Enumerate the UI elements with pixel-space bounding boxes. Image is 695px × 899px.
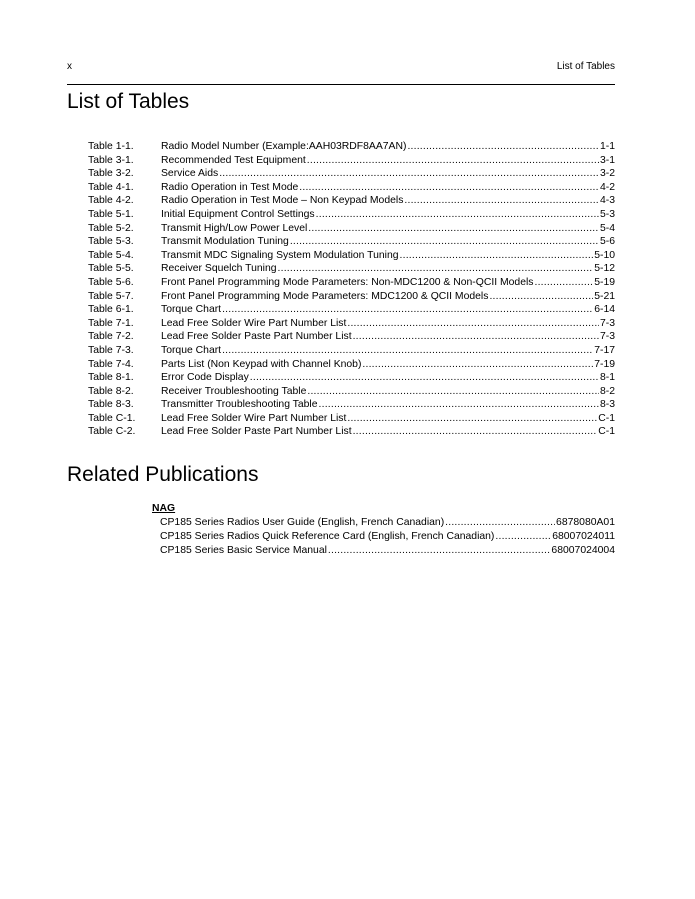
toc-entry-title: Radio Model Number (Example:AAH03RDF8AA7AN): [161, 141, 407, 152]
toc-entry-title: Transmit High/Low Power Level: [161, 222, 308, 234]
toc-entry-page: 7-17: [594, 344, 615, 356]
publication-leader-dots: [495, 530, 551, 544]
toc-entry[interactable]: [88, 181, 615, 195]
publication-number: 68007024004: [551, 544, 615, 556]
toc-entry[interactable]: [88, 140, 615, 154]
publication-title: CP185 Series Radios User Guide (English, French Canadian): [160, 516, 445, 528]
toc-entry[interactable]: [88, 412, 615, 426]
toc-entry-page: C-1: [598, 426, 615, 438]
toc-entry[interactable]: [88, 330, 615, 344]
toc-entry-title: Recommended Test Equipment: [161, 154, 306, 166]
list-of-tables: [88, 140, 615, 439]
publication-title: CP185 Series Basic Service Manual: [160, 544, 327, 556]
toc-entry-page: C-1: [598, 412, 615, 424]
toc-entry-number: Table 5-1.: [88, 208, 134, 220]
toc-leader-dots: [307, 154, 599, 168]
toc-entry-page: 4-2: [599, 181, 615, 193]
publication-number: 6878080A01: [556, 516, 615, 528]
toc-entry[interactable]: [88, 385, 615, 399]
toc-entry[interactable]: [88, 208, 615, 222]
toc-entry[interactable]: [88, 235, 615, 249]
toc-entry-number: Table 5-7.: [88, 290, 134, 302]
toc-entry[interactable]: [88, 154, 615, 168]
toc-entry-page: 5-12: [594, 263, 615, 275]
toc-entry-title: Radio Operation in Test Mode: [161, 181, 299, 193]
toc-entry-page: 3-1: [599, 154, 615, 166]
toc-entry-page: 7-3: [599, 317, 615, 329]
toc-entry-page: 5-10: [594, 249, 615, 261]
toc-entry-number: Table 8-2.: [88, 385, 134, 397]
toc-entry-page: 6-14: [594, 304, 615, 316]
toc-entry-number: Table 5-2.: [88, 222, 134, 234]
toc-entry-title: Receiver Troubleshooting Table: [161, 385, 307, 397]
toc-entry-page: 3-2: [599, 168, 615, 180]
toc-entry-page: 7-3: [599, 331, 615, 343]
toc-entry-page: 8-1: [599, 372, 615, 384]
toc-entry[interactable]: [88, 398, 615, 412]
toc-entry[interactable]: [88, 358, 615, 372]
toc-leader-dots: [404, 194, 599, 208]
publication-entry: [152, 516, 615, 530]
publication-entry: [152, 544, 615, 558]
toc-entry-title: Radio Operation in Test Mode – Non Keypad Models: [161, 195, 404, 207]
toc-leader-dots: [347, 412, 597, 426]
toc-entry[interactable]: [88, 249, 615, 263]
publications-group-heading: NAG: [152, 503, 176, 514]
toc-entry[interactable]: [88, 303, 615, 317]
toc-leader-dots: [308, 222, 599, 236]
toc-entry-number: Table 7-2.: [88, 331, 134, 343]
publication-number: 68007024011: [552, 530, 615, 542]
toc-entry-number: Table 5-6.: [88, 276, 134, 288]
toc-entry-page: 8-3: [599, 399, 615, 411]
toc-entry[interactable]: [88, 425, 615, 439]
toc-leader-dots: [250, 371, 599, 385]
toc-entry-title: Lead Free Solder Paste Part Number List: [161, 331, 352, 343]
toc-entry-number: Table 3-1.: [88, 154, 134, 166]
toc-entry-page: 4-3: [599, 195, 615, 207]
toc-entry-number: Table 7-1.: [88, 317, 134, 329]
toc-entry[interactable]: [88, 222, 615, 236]
toc-leader-dots: [534, 276, 593, 290]
toc-entry-title: Torque Chart: [161, 304, 222, 316]
publication-leader-dots: [445, 516, 555, 530]
toc-entry[interactable]: [88, 262, 615, 276]
toc-leader-dots: [316, 208, 599, 222]
toc-entry-number: Table 5-5.: [88, 263, 134, 275]
header-page-number: x: [67, 61, 72, 72]
toc-entry-title: Torque Chart: [161, 344, 222, 356]
toc-leader-dots: [353, 425, 598, 439]
toc-leader-dots: [290, 235, 599, 249]
toc-entry-number: Table 6-1.: [88, 304, 134, 316]
toc-leader-dots: [299, 181, 599, 195]
toc-entry-number: Table 3-2.: [88, 168, 134, 180]
toc-leader-dots: [347, 317, 599, 331]
toc-entry-title: Parts List (Non Keypad with Channel Knob): [161, 358, 362, 370]
publication-title: CP185 Series Radios Quick Reference Card (English, French Canadian): [160, 530, 495, 542]
toc-entry-number: Table 7-4.: [88, 358, 134, 370]
toc-leader-dots: [489, 290, 593, 304]
toc-entry[interactable]: [88, 371, 615, 385]
toc-entry-number: Table 8-3.: [88, 399, 134, 411]
toc-leader-dots: [219, 167, 599, 181]
toc-entry[interactable]: [88, 194, 615, 208]
toc-leader-dots: [407, 140, 599, 154]
toc-entry[interactable]: [88, 317, 615, 331]
publication-entry: [152, 530, 615, 544]
toc-leader-dots: [362, 358, 593, 372]
toc-leader-dots: [222, 303, 593, 317]
toc-entry[interactable]: [88, 344, 615, 358]
header-divider: [67, 84, 615, 85]
related-publications-list: [152, 502, 615, 558]
toc-entry-title: Front Panel Programming Mode Parameters: Non-MDC1200 & Non-QCII Models: [161, 276, 534, 288]
toc-entry-number: Table 4-2.: [88, 195, 134, 207]
toc-entry-number: Table 4-1.: [88, 181, 134, 193]
toc-leader-dots: [400, 249, 594, 263]
toc-entry-page: 5-6: [599, 236, 615, 248]
toc-leader-dots: [222, 344, 593, 358]
toc-leader-dots: [353, 330, 599, 344]
toc-leader-dots: [278, 262, 594, 276]
toc-entry-title: Transmitter Troubleshooting Table: [161, 399, 318, 411]
toc-entry-title: Lead Free Solder Wire Part Number List: [161, 412, 347, 424]
toc-entry-number: Table 1-1.: [88, 141, 134, 152]
toc-leader-dots: [307, 385, 599, 399]
toc-entry-number: Table 8-1.: [88, 372, 134, 384]
list-of-tables-title: List of Tables: [67, 90, 190, 113]
toc-entry-page: 5-4: [599, 222, 615, 234]
toc-entry-title: Transmit MDC Signaling System Modulation Tuning: [161, 249, 399, 261]
toc-entry-page: 5-21: [594, 290, 615, 302]
toc-entry-number: Table C-2.: [88, 426, 136, 438]
header-section-title: List of Tables: [556, 61, 615, 72]
toc-entry-number: Table 5-4.: [88, 249, 134, 261]
toc-entry[interactable]: [88, 276, 615, 290]
publication-leader-dots: [328, 544, 551, 558]
toc-entry-title: Receiver Squelch Tuning: [161, 263, 277, 275]
toc-entry-page: 8-2: [599, 385, 615, 397]
toc-entry-title: Service Aids: [161, 168, 219, 180]
toc-entry-page: 5-3: [599, 208, 615, 220]
toc-entry[interactable]: [88, 290, 615, 304]
toc-entry-number: Table C-1.: [88, 412, 136, 424]
toc-entry-title: Lead Free Solder Wire Part Number List: [161, 317, 347, 329]
related-publications-title: Related Publications: [67, 463, 259, 486]
toc-entry-title: Error Code Display: [161, 372, 249, 384]
toc-entry-page: 1-1: [599, 141, 615, 152]
toc-entry-title: Initial Equipment Control Settings: [161, 208, 315, 220]
toc-leader-dots: [319, 398, 599, 412]
toc-entry-page: 7-19: [594, 358, 615, 370]
toc-entry-title: Lead Free Solder Paste Part Number List: [161, 426, 352, 438]
toc-entry-number: Table 7-3.: [88, 344, 134, 356]
toc-entry-number: Table 5-3.: [88, 236, 134, 248]
toc-entry[interactable]: [88, 167, 615, 181]
toc-entry-title: Front Panel Programming Mode Parameters: MDC1200 & QCII Models: [161, 290, 489, 302]
toc-entry-page: 5-19: [594, 276, 615, 288]
toc-entry-title: Transmit Modulation Tuning: [161, 236, 289, 248]
